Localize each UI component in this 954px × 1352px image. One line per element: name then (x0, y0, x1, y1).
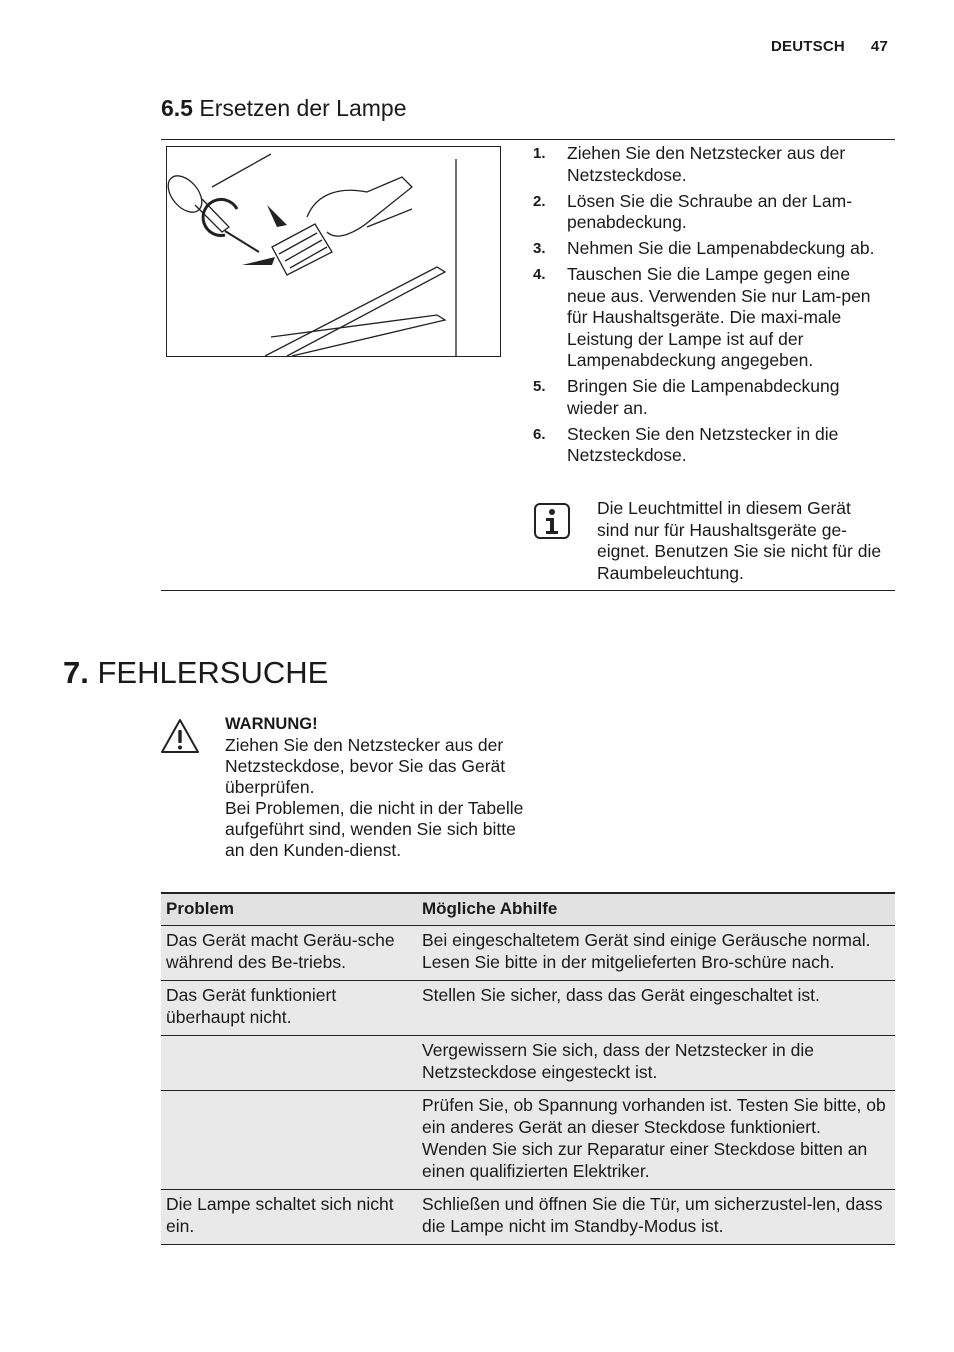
info-note-text: Die Leuchtmittel in diesem Gerät sind nur für Haushaltsgeräte ge-eignet. Benutzen Sie sie nicht für die Raumbeleuchtung. (597, 498, 882, 583)
remedy-cell: Stellen Sie sicher, dass das Gerät eingeschaltet ist. (417, 981, 895, 1036)
step-item (533, 238, 893, 260)
info-note (533, 498, 893, 584)
remedy-cell: Prüfen Sie, ob Spannung vorhanden ist. Testen Sie bitte, ob ein anderes Gerät an dieser Steckdose funktioniert. Wenden Sie sich zur Reparatur einer Steckdose bitten an einen qualifizierten Elektriker. (417, 1091, 895, 1190)
problem-cell: Das Gerät funktioniert überhaupt nicht. (161, 981, 417, 1036)
chapter-number: 7. (63, 655, 89, 690)
table-row (161, 1190, 895, 1245)
illustration-drawing (167, 147, 500, 356)
problem-cell (161, 1036, 417, 1091)
step-list (533, 143, 893, 471)
step-text: Stecken Sie den Netzstecker in die Netzsteckdose. (567, 423, 839, 465)
step-item (533, 376, 893, 419)
warning-box (160, 714, 525, 861)
table-row (161, 1036, 895, 1091)
warning-title: WARNUNG! (225, 715, 318, 733)
step-item (533, 143, 893, 186)
step-text: Nehmen Sie die Lampenabdeckung ab. (567, 238, 875, 258)
step-number: 1. (533, 145, 546, 162)
step-text: Tauschen Sie die Lampe gegen eine neue aus. Verwenden Sie nur Lam-pen für Haushaltsgeräte. Die maxi-male Leistung der Lampe ist auf der Lampenabdeckung angegeben. (567, 264, 871, 370)
table-header-row (161, 893, 895, 926)
step-number: 6. (533, 425, 546, 443)
table-row (161, 926, 895, 981)
warning-text: Bei Problemen, die nicht in der Tabelle aufgeführt sind, wenden Sie sich bitte an den Kunden-dienst. (225, 798, 524, 860)
warning-text: Ziehen Sie den Netzstecker aus der Netzsteckdose, bevor Sie das Gerät überprüfen. (225, 735, 506, 797)
problem-cell (161, 1091, 417, 1190)
step-item (533, 191, 893, 234)
section-title-text: Ersetzen der Lampe (199, 95, 407, 121)
chapter-title-text: FEHLERSUCHE (97, 655, 329, 690)
step-item (533, 264, 893, 372)
step-text: Bringen Sie die Lampenabdeckung wieder an. (567, 376, 840, 418)
troubleshooting-table (161, 892, 895, 1245)
step-number: 4. (533, 266, 546, 283)
section-title (161, 95, 407, 122)
table-row (161, 1091, 895, 1190)
lamp-replacement-illustration (166, 146, 501, 357)
step-number: 2. (533, 192, 546, 210)
chapter-title (63, 655, 328, 691)
remedy-cell: Bei eingeschaltetem Gerät sind einige Geräusche normal. Lesen Sie bitte in der mitgelieferten Bro-schüre nach. (417, 926, 895, 981)
problem-cell: Die Lampe schaltet sich nicht ein. (161, 1190, 417, 1245)
column-header-problem: Problem (161, 893, 417, 926)
step-number: 3. (533, 240, 546, 257)
info-icon (533, 502, 571, 540)
page-number: 47 (870, 38, 888, 55)
step-number: 5. (533, 378, 546, 395)
column-header-remedy: Mögliche Abhilfe (417, 893, 895, 926)
header-language: DEUTSCH (771, 38, 845, 55)
section-bottom-rule (161, 590, 895, 591)
step-text: Ziehen Sie den Netzstecker aus der Netzsteckdose. (567, 143, 846, 185)
section-number: 6.5 (161, 95, 193, 121)
remedy-cell: Vergewissern Sie sich, dass der Netzstecker in die Netzsteckdose eingesteckt ist. (417, 1036, 895, 1091)
problem-cell: Das Gerät macht Geräu-sche während des Be-triebs. (161, 926, 417, 981)
step-text: Lösen Sie die Schraube an der Lam-penabdeckung. (567, 190, 853, 232)
warning-triangle-icon (160, 718, 200, 754)
page-header (771, 38, 888, 55)
step-item (533, 424, 893, 467)
table-row (161, 981, 895, 1036)
remedy-cell: Schließen und öffnen Sie die Tür, um sicherzustel-len, dass die Lampe nicht im Standby-Modus ist. (417, 1190, 895, 1245)
section-top-rule (161, 139, 895, 140)
